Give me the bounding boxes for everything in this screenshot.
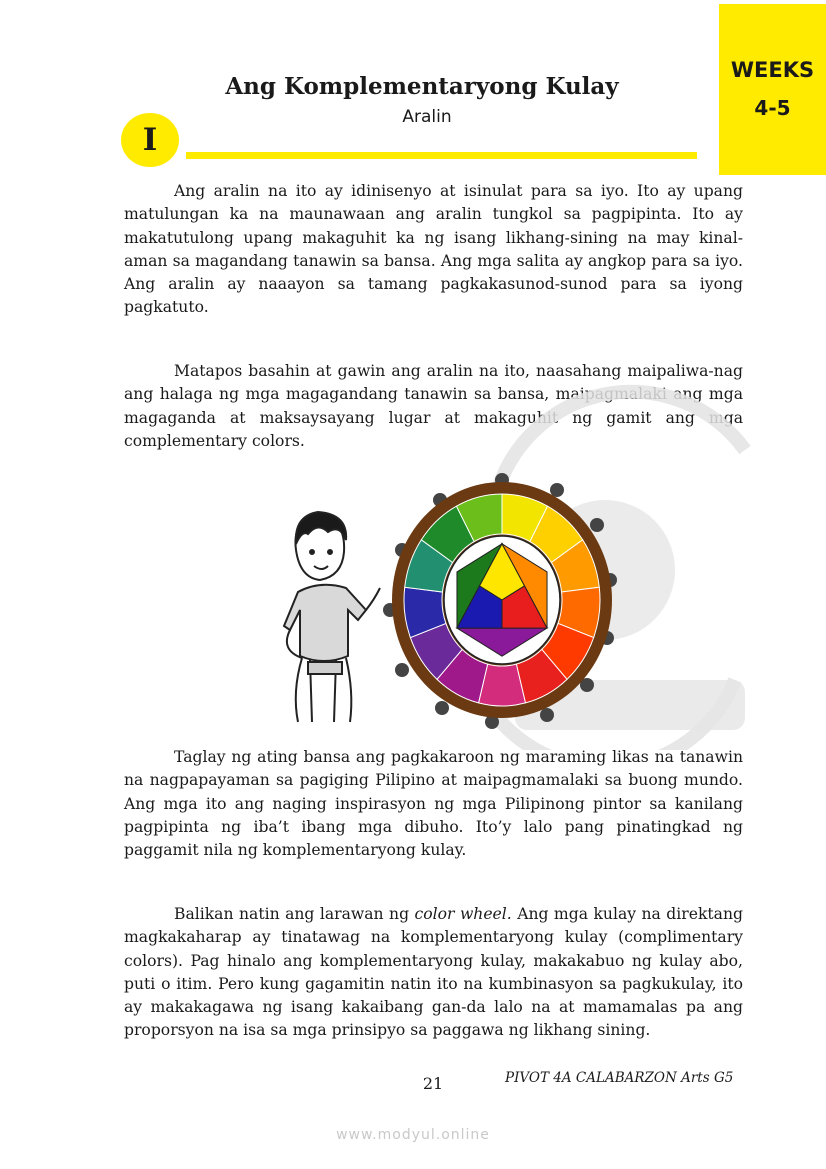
landscapes-paragraph: Taglay ng ating bansa ang pagkakaroon ng maraming likas na tanawin na nagpapayaman sa pagiging Pilipino at maipagmamalaki sa buong mundo. Ang mga ito ang naging inspirasyon ng mga Pilipinong pintor sa kanilang pagpipinta ng iba’t ibang mga dibuho. Ito’y lalo pang pinatingkad ng paggamit nila ng komplementaryong kulay. <box>124 748 743 860</box>
lesson-title: Ang Komplementaryong Kulay <box>225 73 619 100</box>
p4-emphasis: color wheel. <box>414 905 512 923</box>
section-letter-badge: I <box>121 113 179 167</box>
child-figure-icon <box>284 512 380 722</box>
site-watermark: www.modyul.online <box>336 1127 490 1143</box>
intro-paragraph: Ang aralin na ito ay idinisenyo at isinulat para sa iyo. Ito ay upang matulungan ka na maunawaan ang aralin tungkol sa pagpipinta. Ito ay makatutulong upang makaguhit ka ng isang likhang-sining na may kinal-aman sa magandang tanawin sa bansa. Ang mga salita ay angkop para sa iyo. Ang aralin ay naaayon sa tamang pagkakasunod-sunod para sa iyong pagkatuto. <box>124 182 743 317</box>
title-underline <box>186 152 697 159</box>
p4-after: Ang mga kulay na direktang magkakaharap ay tinatawag na komplementaryong kulay (complimentary colors). Pag hinalo ang komplementaryong kulay, makakabuo ng kulay abo, puti o itim. Pero kung gagamitin natin ito na kumbinasyon sa pagkukulay, ito ay makakagawa ng isang kakaibang gan-da lalo na at mamamalas pa ang proporsyon na isa sa mga prinsipyo sa paggawa ng likhang sining. <box>124 905 743 1040</box>
page-number: 21 <box>422 1074 444 1093</box>
weeks-label: WEEKS <box>730 58 815 82</box>
complementary-paragraph <box>124 903 743 1043</box>
weeks-range: 4-5 <box>754 96 791 120</box>
objectives-paragraph: Matapos basahin at gawin ang aralin na ito, naasahang maipaliwa-nag ang halaga ng mga magagandang tanawin sa bansa, maipagmalaki ang mga magaganda at maksaysayang lugar at makaguhit ng gamit ang mga complementary colors. <box>124 362 743 450</box>
lesson-subtitle: Aralin <box>402 107 452 127</box>
weeks-badge <box>719 4 826 175</box>
p4-before: Balikan natin ang larawan ng <box>174 905 415 923</box>
color-wheel-illustration <box>262 460 752 740</box>
footer-tag: PIVOT 4A CALABARZON Arts G5 <box>505 1070 734 1086</box>
